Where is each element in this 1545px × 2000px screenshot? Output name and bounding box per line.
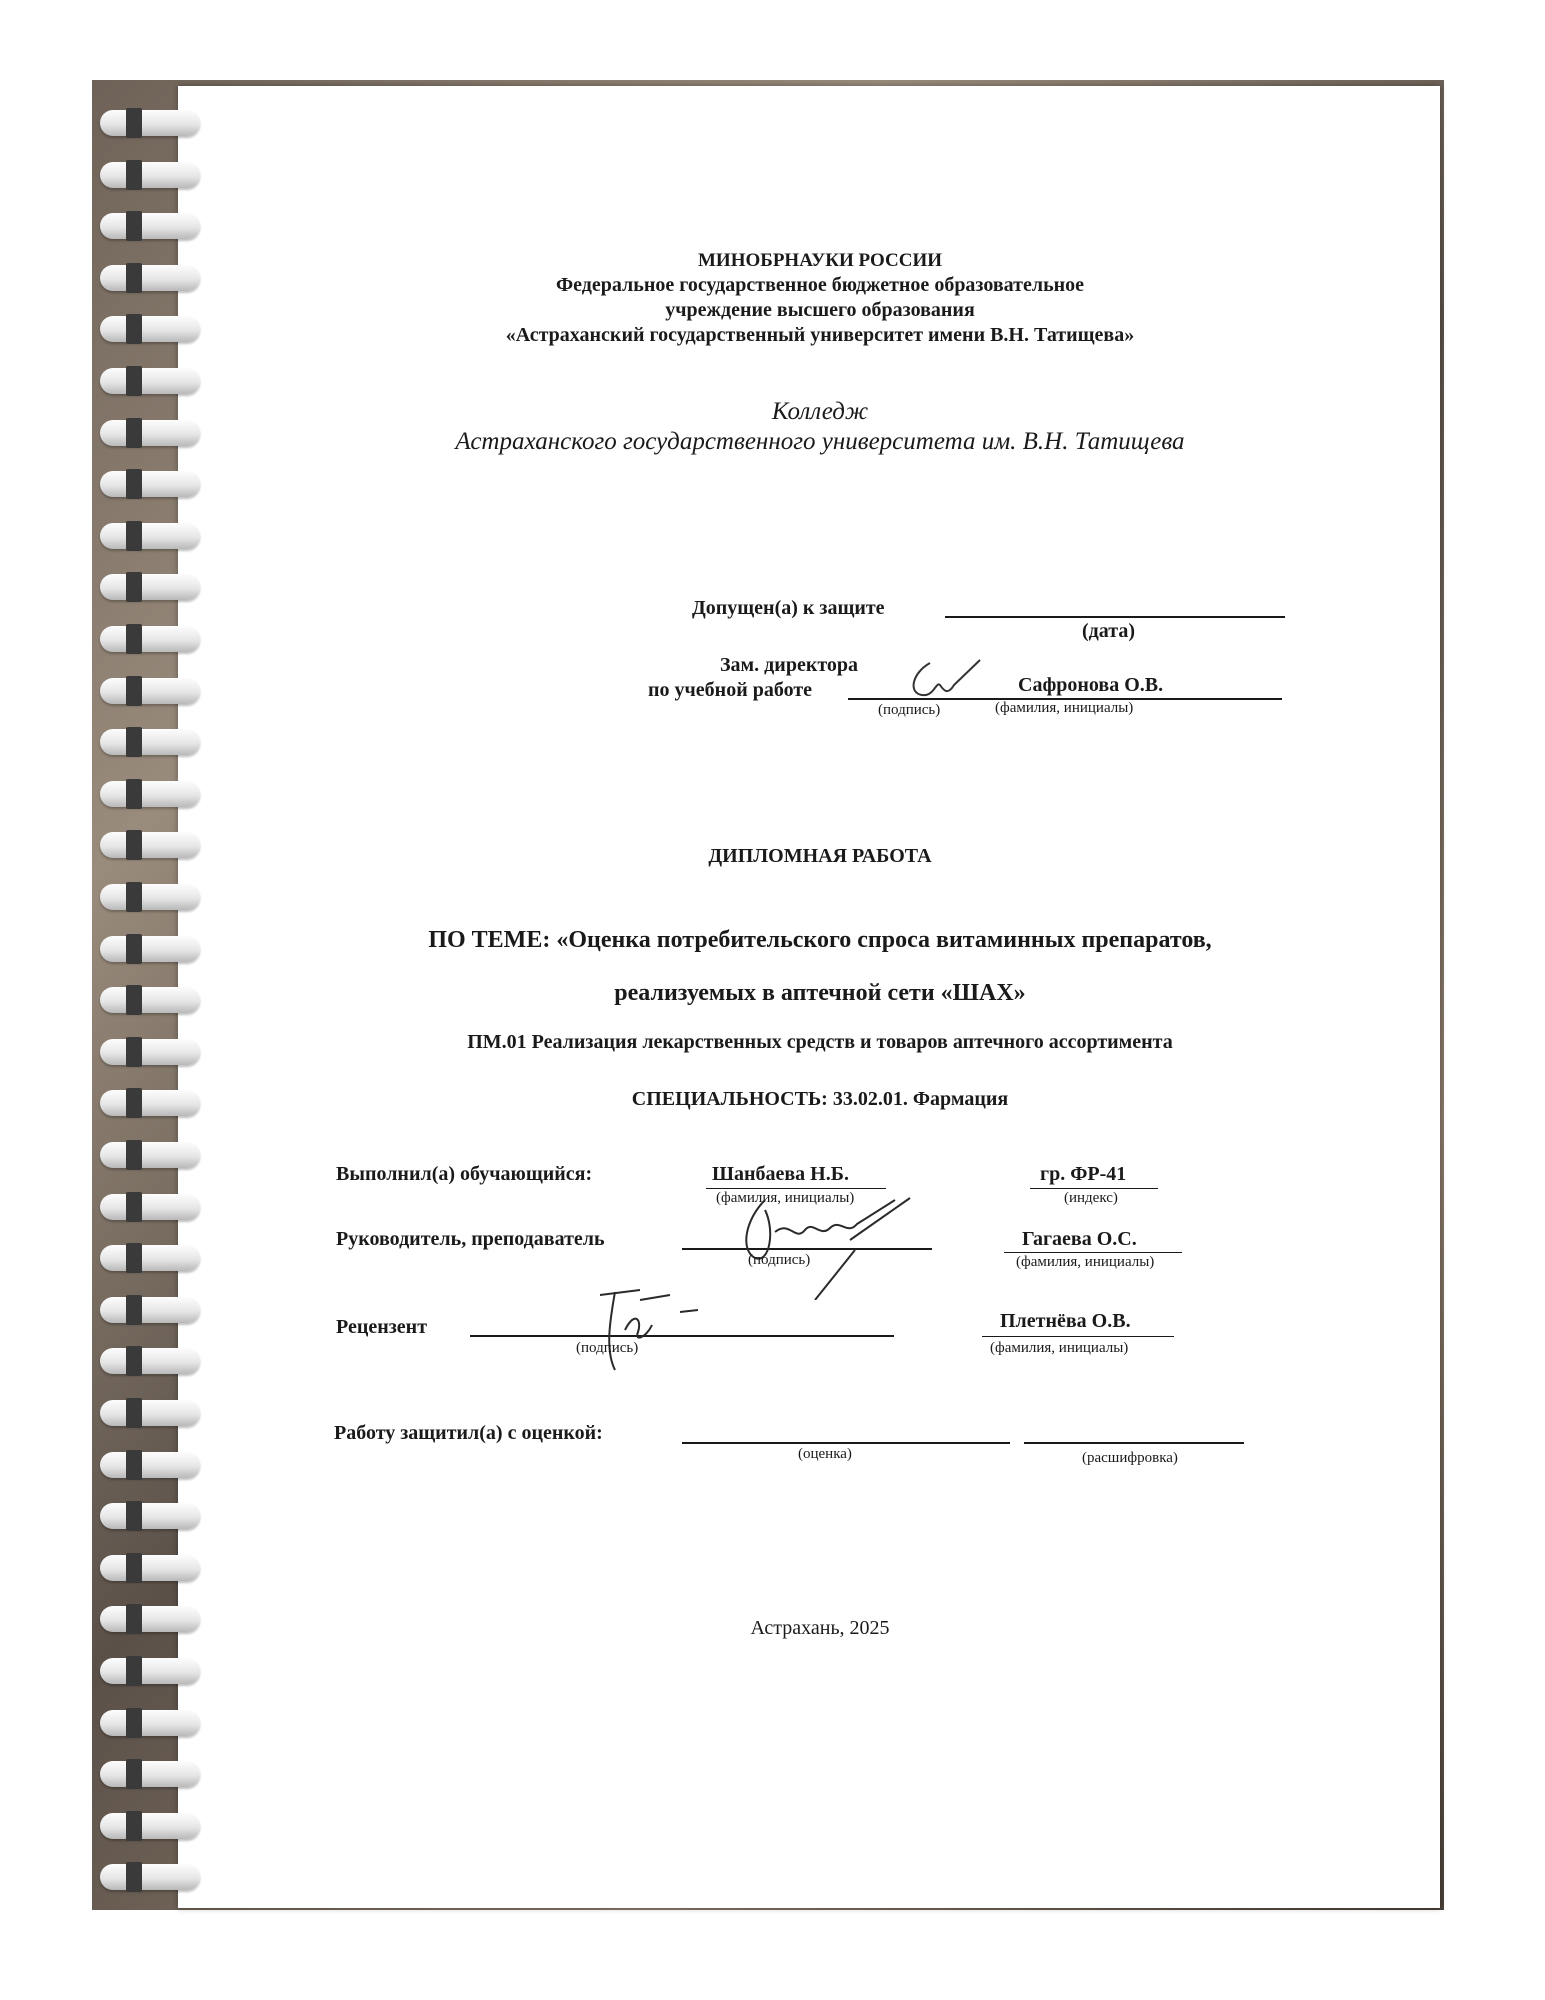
ministry-line: МИНОБРНАУКИ РОССИИ: [697, 250, 943, 271]
binding-ring: [100, 832, 200, 858]
binding-hole: [126, 211, 142, 241]
binding-ring: [100, 987, 200, 1013]
binding-hole: [126, 572, 142, 602]
binding-ring: [100, 523, 200, 549]
binding-hole: [126, 1398, 142, 1428]
binding-hole: [126, 108, 142, 138]
binding-ring: [100, 1864, 200, 1890]
binding-ring: [100, 1400, 200, 1426]
binding-ring: [100, 1452, 200, 1478]
binding-hole: [126, 1450, 142, 1480]
binding-hole: [126, 1088, 142, 1118]
binding-hole: [126, 521, 142, 551]
binding-hole: [126, 727, 142, 757]
binding-ring: [100, 1606, 200, 1632]
binding-ring: [100, 1297, 200, 1323]
deputy-name-caption: (фамилия, инициалы): [995, 700, 1134, 716]
supervisor-name-caption: (фамилия, инициалы): [1016, 1254, 1155, 1270]
deputy-line-2: по учебной работе: [648, 679, 813, 701]
binding-ring: [100, 316, 200, 342]
binding-hole: [126, 779, 142, 809]
institution-line-3: «Астраханский государственный университет имени В.Н. Татищева»: [505, 324, 1135, 346]
binding-ring: [100, 1245, 200, 1271]
binding-ring: [100, 1555, 200, 1581]
binding-hole: [126, 1243, 142, 1273]
binding-hole: [126, 1501, 142, 1531]
topic-line-2: реализуемых в аптечной сети «ШАХ»: [614, 980, 1026, 1006]
binding-hole: [126, 882, 142, 912]
binding-ring: [100, 368, 200, 394]
binding-hole: [126, 624, 142, 654]
decode-caption: (расшифровка): [1082, 1450, 1178, 1466]
binding-hole: [126, 985, 142, 1015]
binding-ring: [100, 420, 200, 446]
binding-hole: [126, 1811, 142, 1841]
binding-ring: [100, 213, 200, 239]
reviewer-name-line: [982, 1336, 1174, 1337]
binding-ring: [100, 729, 200, 755]
reviewer-name: Плетнёва О.В.: [1000, 1310, 1131, 1332]
grade-caption: (оценка): [798, 1446, 852, 1462]
college-line-1: Колледж: [771, 398, 869, 425]
binding-ring: [100, 781, 200, 807]
binding-hole: [126, 418, 142, 448]
date-line: [945, 616, 1285, 618]
binding-ring: [100, 471, 200, 497]
group-caption: (индекс): [1064, 1190, 1118, 1206]
reviewer-label: Рецензент: [336, 1316, 428, 1338]
binding-ring: [100, 936, 200, 962]
student-name: Шанбаева Н.Б.: [712, 1163, 849, 1185]
defense-label: Работу защитил(а) с оценкой:: [334, 1422, 603, 1444]
work-type: ДИПЛОМНАЯ РАБОТА: [708, 845, 932, 867]
binding-ring: [100, 574, 200, 600]
college-line-2: Астраханского государственного университета им. В.Н. Татищева: [455, 428, 1185, 455]
reviewer-signature: [580, 1270, 730, 1380]
binding-ring: [100, 1348, 200, 1374]
group-index: гр. ФР-41: [1040, 1163, 1127, 1185]
supervisor-label: Руководитель, преподаватель: [336, 1228, 605, 1250]
binding-ring: [100, 1813, 200, 1839]
binding-hole: [126, 830, 142, 860]
binding-ring: [100, 884, 200, 910]
deputy-signature-caption: (подпись): [878, 702, 941, 718]
binding-hole: [126, 1037, 142, 1067]
binding-hole: [126, 1656, 142, 1686]
binding-ring: [100, 265, 200, 291]
reviewer-signature-caption: (подпись): [576, 1340, 639, 1356]
binding-hole: [126, 1346, 142, 1376]
binding-hole: [126, 1140, 142, 1170]
binding-ring: [100, 1142, 200, 1168]
reviewer-name-caption: (фамилия, инициалы): [990, 1340, 1129, 1356]
specialty-line: СПЕЦИАЛЬНОСТЬ: 33.02.01. Фармация: [631, 1088, 1009, 1110]
supervisor-name-line: [1004, 1252, 1182, 1253]
binding-hole: [126, 1862, 142, 1892]
binding-hole: [126, 314, 142, 344]
binding-ring: [100, 1761, 200, 1787]
binding-ring: [100, 110, 200, 136]
binding-hole: [126, 676, 142, 706]
binding-hole: [126, 160, 142, 190]
binding-hole: [126, 469, 142, 499]
binding-hole: [126, 934, 142, 964]
binding-ring: [100, 1090, 200, 1116]
binding-hole: [126, 263, 142, 293]
supervisor-signature: [735, 1180, 925, 1300]
city-year: Астрахань, 2025: [750, 1617, 890, 1639]
binding-hole: [126, 1708, 142, 1738]
binding-ring: [100, 1039, 200, 1065]
institution-line-2: учреждение высшего образования: [665, 299, 975, 321]
student-name-caption: (фамилия, инициалы): [716, 1190, 855, 1206]
student-label: Выполнил(а) обучающийся:: [336, 1163, 593, 1185]
decode-line: [1024, 1442, 1244, 1444]
deputy-signature: [890, 655, 990, 705]
deputy-line-1: Зам. директора: [720, 654, 859, 676]
binding-ring: [100, 1658, 200, 1684]
binding-ring: [100, 162, 200, 188]
binding-ring: [100, 678, 200, 704]
binding-ring: [100, 1710, 200, 1736]
topic-line-1: ПО ТЕМЕ: «Оценка потребительского спроса витаминных препаратов,: [428, 927, 1212, 953]
module-line: ПМ.01 Реализация лекарственных средств и товаров аптечного ассортимента: [467, 1031, 1173, 1053]
binding-hole: [126, 1759, 142, 1789]
grade-line: [682, 1442, 1010, 1444]
binding-hole: [126, 1604, 142, 1634]
binding-hole: [126, 1295, 142, 1325]
admitted-label: Допущен(а) к защите: [692, 597, 885, 619]
binding-hole: [126, 366, 142, 396]
supervisor-signature-caption: (подпись): [748, 1252, 811, 1268]
binding-ring: [100, 1503, 200, 1529]
institution-line-1: Федеральное государственное бюджетное образовательное: [555, 274, 1085, 296]
date-caption: (дата): [1082, 620, 1135, 642]
binding-hole: [126, 1192, 142, 1222]
binding-ring: [100, 626, 200, 652]
supervisor-name: Гагаева О.С.: [1022, 1228, 1137, 1250]
binding-hole: [126, 1553, 142, 1583]
spiral-binding: [100, 96, 210, 1896]
group-line: [1030, 1188, 1158, 1189]
deputy-name: Сафронова О.В.: [1018, 674, 1164, 696]
binding-ring: [100, 1194, 200, 1220]
